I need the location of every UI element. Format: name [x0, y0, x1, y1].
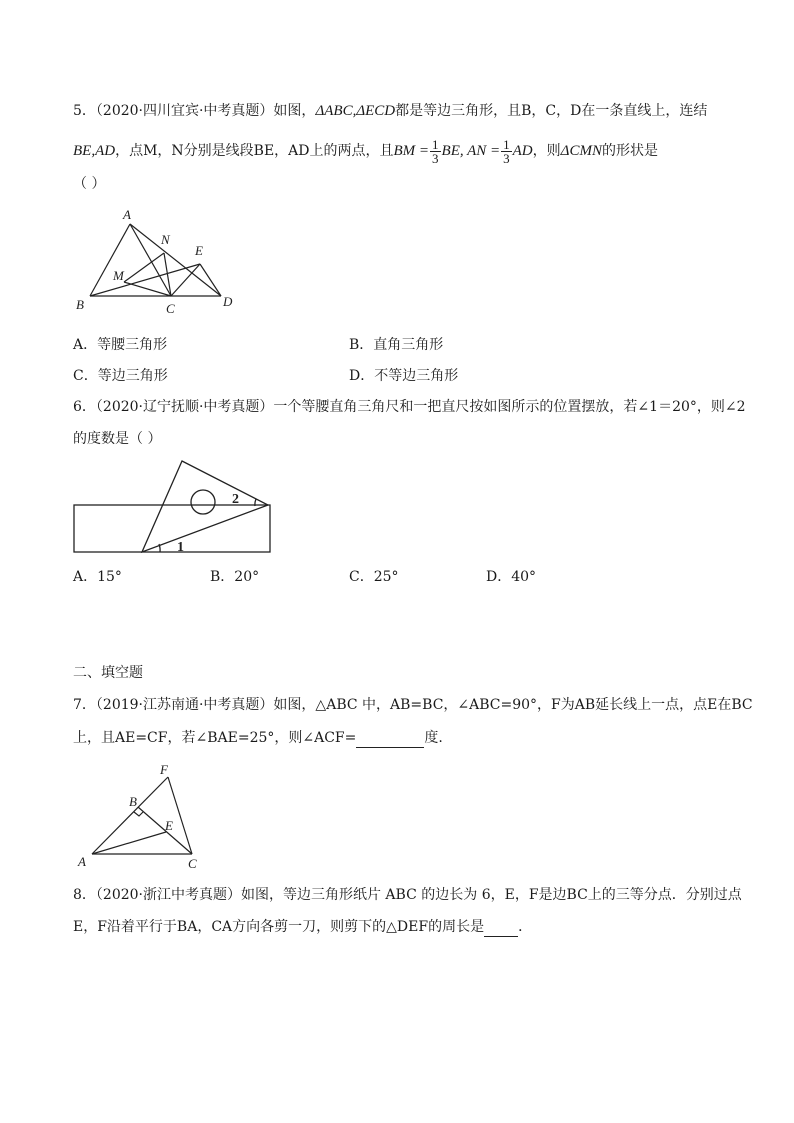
fraction-denominator: 3	[503, 150, 510, 166]
q5-option-b[interactable]: B．直角三角形	[349, 337, 444, 353]
q8-text: ．	[518, 919, 533, 935]
label-a: A	[78, 854, 86, 869]
q5-option-a[interactable]: A．等腰三角形	[73, 337, 168, 353]
q5-fraction-2	[501, 138, 512, 165]
fraction-numerator: 1	[432, 136, 439, 152]
label-d: D	[223, 294, 233, 309]
q5-answer-paren: （ ）	[73, 176, 106, 192]
q8-line-2	[73, 917, 532, 937]
label-e: E	[195, 243, 203, 258]
q8-answer-blank[interactable]	[484, 920, 518, 937]
q5-fraction-1	[430, 138, 441, 165]
q7-answer-blank[interactable]	[356, 731, 424, 748]
set-square-shape	[142, 461, 268, 552]
q5-text: 5．（2020·四川宜宾·中考真题）如图，	[73, 103, 316, 119]
label-c: C	[188, 856, 197, 871]
label-c: C	[166, 301, 175, 316]
label-b: B	[129, 794, 137, 809]
q6-option-d[interactable]: D．40°	[486, 569, 537, 585]
q5-text: ，点M，N分别是线段BE，AD上的两点，且	[115, 143, 394, 159]
q7-line-2	[73, 728, 443, 748]
ruler-shape	[74, 505, 270, 552]
label-b: B	[76, 297, 84, 312]
q7-text: 上，且AE=CF，若∠BAE=25°，则∠ACF=	[73, 730, 357, 746]
q5-text: 的形状是	[601, 143, 658, 159]
angle-2-label: 2	[232, 492, 239, 507]
q8-line-1: 8．（2020·浙江中考真题）如图，等边三角形纸片 ABC 的边长为 6，E，F是边BC上的三等分点．分别过点	[73, 887, 742, 903]
q6-option-a[interactable]: A．15°	[73, 569, 122, 585]
q8-text: E，F沿着平行于BA，CA方向各剪一刀，则剪下的△DEF的周长是	[73, 919, 485, 935]
q5-option-d[interactable]: D．不等边三角形	[349, 368, 459, 384]
q5-text: 都是等边三角形，且B，C，D在一条直线上，连结	[395, 103, 708, 119]
q5-option-c[interactable]: C．等边三角形	[73, 368, 168, 384]
fraction-denominator: 3	[432, 150, 439, 166]
q5-math-an: BE, AN =	[441, 143, 501, 159]
q5-line-1	[73, 101, 707, 121]
q6-option-c[interactable]: C．25°	[349, 569, 399, 585]
q7-line-1: 7．（2019·江苏南通·中考真题）如图，△ABC 中，AB=BC，∠ABC=90°，F为AB延长线上一点，点E在BC	[73, 697, 753, 713]
q7-text: 度.	[424, 730, 443, 746]
q5-figure	[70, 205, 245, 320]
label-n: N	[161, 232, 170, 247]
q5-math-bm: BM =	[393, 143, 430, 159]
q5-math-triangles: ΔABC,ΔECD	[315, 103, 396, 119]
q5-math-ad: AD	[512, 143, 533, 159]
set-square-hole	[191, 490, 215, 514]
label-a: A	[123, 207, 131, 222]
q7-figure	[70, 762, 210, 872]
section-title: 二、填空题	[73, 665, 143, 681]
label-e: E	[165, 818, 173, 833]
q6-figure	[70, 458, 275, 558]
q6-line-1: 6．（2020·辽宁抚顺·中考真题）一个等腰直角三角尺和一把直尺按如图所示的位置摆放，若∠1＝20°，则∠2	[73, 399, 746, 415]
q6-line-2: 的度数是（ ）	[73, 431, 162, 447]
q5-math-cmn: ΔCMN	[560, 143, 602, 159]
angle-1-label: 1	[177, 540, 184, 555]
q5-math-segments: BE,AD	[73, 143, 116, 159]
q5-text: ，则	[532, 143, 561, 159]
q5-line-2	[73, 134, 658, 168]
fraction-numerator: 1	[503, 136, 510, 152]
label-m: M	[113, 268, 124, 283]
q6-option-b[interactable]: B．20°	[210, 569, 260, 585]
label-f: F	[160, 762, 168, 777]
